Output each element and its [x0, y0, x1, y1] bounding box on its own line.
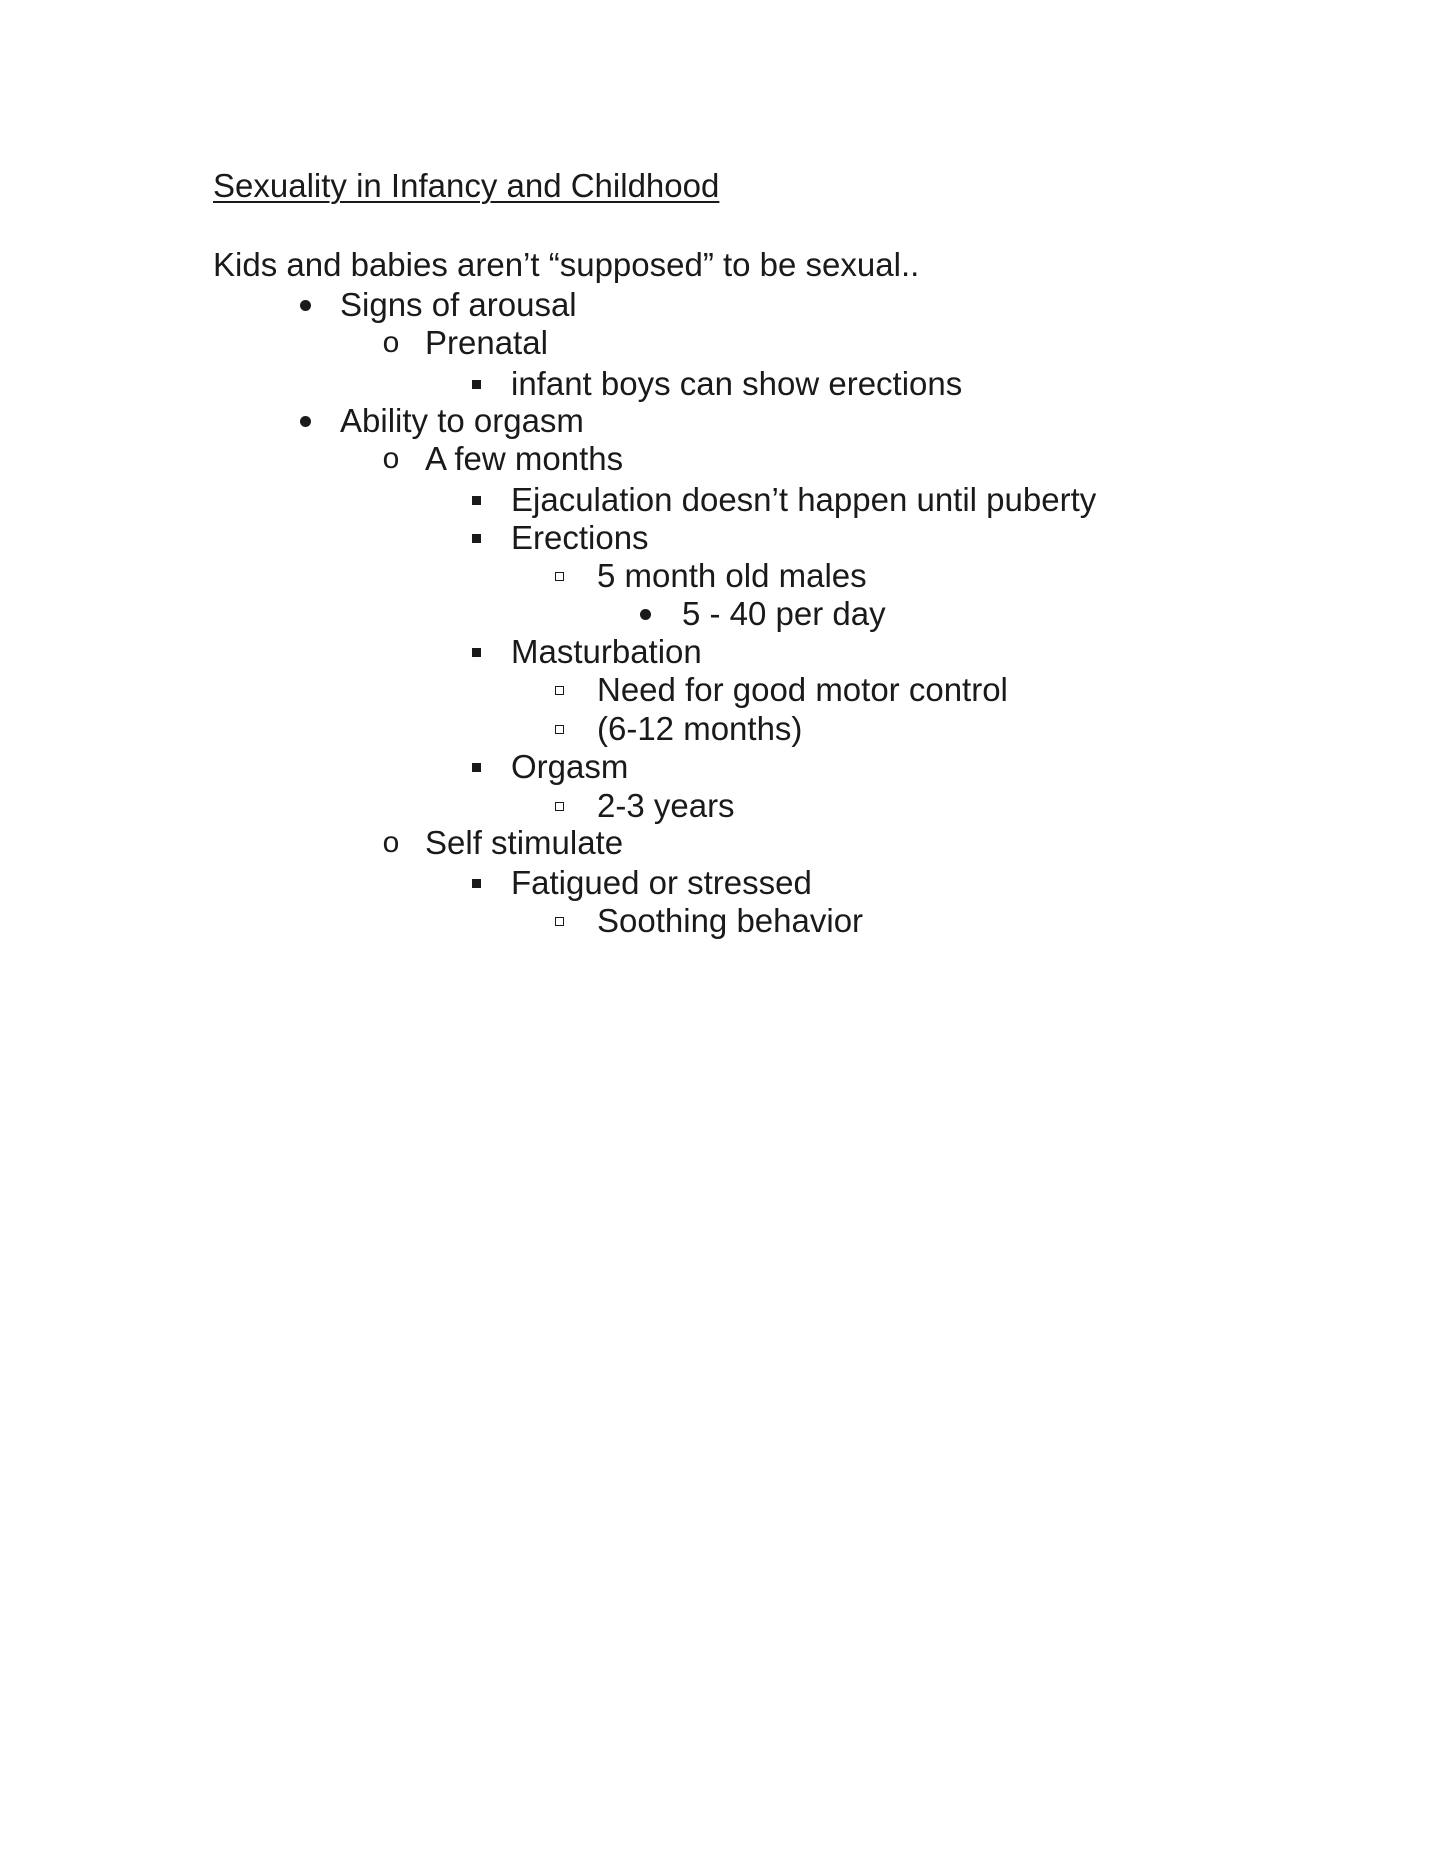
outline-item-level-4 — [0, 671, 1456, 709]
outline-item-text: Prenatal — [425, 324, 548, 361]
outline-item-level-1 — [0, 402, 1456, 440]
outline-item-level-1 — [0, 286, 1456, 324]
outline-item-text: Self stimulate — [425, 824, 624, 861]
outline-item-level-3 — [0, 864, 1456, 902]
bullet-hollow-square-icon — [549, 787, 569, 825]
outline-item-text: Orgasm — [511, 748, 629, 785]
outline-item-level-2 — [0, 324, 1456, 362]
bullet-square-icon — [466, 748, 486, 786]
bullet-dot-icon — [295, 402, 315, 440]
outline-item-level-3 — [0, 633, 1456, 671]
outline-item-level-3 — [0, 481, 1456, 519]
outline-item-text: Ability to orgasm — [340, 402, 584, 439]
outline-item-level-4 — [0, 787, 1456, 825]
intro-paragraph: Kids and babies aren’t “supposed” to be sexual.. — [213, 246, 920, 283]
outline-item-text: Masturbation — [511, 633, 702, 670]
outline-item-text: Need for good motor control — [597, 671, 1008, 708]
bullet-hollow-square-icon — [549, 710, 569, 748]
bullet-hollow-square-icon — [549, 902, 569, 940]
outline-item-text: (6-12 months) — [597, 710, 803, 747]
outline-item-level-3 — [0, 365, 1456, 403]
bullet-o-icon: o — [382, 826, 400, 859]
bullet-dot-icon — [635, 595, 655, 633]
outline-item-text: infant boys can show erections — [511, 365, 963, 402]
bullet-o-icon: o — [382, 442, 400, 475]
bullet-hollow-square-icon — [549, 671, 569, 709]
outline-item-text: Erections — [511, 519, 649, 556]
outline-item-level-2 — [0, 440, 1456, 478]
outline-item-level-3 — [0, 748, 1456, 786]
document-title: Sexuality in Infancy and Childhood — [213, 167, 720, 204]
bullet-o-icon: o — [382, 326, 400, 359]
outline-item-text: A few months — [425, 440, 624, 477]
bullet-square-icon — [466, 633, 486, 671]
bullet-dot-icon — [295, 286, 315, 324]
bullet-square-icon — [466, 519, 486, 557]
bullet-hollow-square-icon — [549, 557, 569, 595]
outline-item-text: Ejaculation doesn’t happen until puberty — [511, 481, 1097, 518]
outline-item-level-5 — [0, 595, 1456, 633]
outline-item-text: 5 - 40 per day — [682, 595, 886, 632]
outline-item-text: 5 month old males — [597, 557, 867, 594]
outline-item-text: 2-3 years — [597, 787, 735, 824]
outline-item-level-2 — [0, 824, 1456, 862]
outline-item-level-3 — [0, 519, 1456, 557]
bullet-square-icon — [466, 481, 486, 519]
outline-item-level-4 — [0, 710, 1456, 748]
outline-item-text: Signs of arousal — [340, 286, 577, 323]
outline-item-text: Soothing behavior — [597, 902, 864, 939]
bullet-square-icon — [466, 864, 486, 902]
outline-item-text: Fatigued or stressed — [511, 864, 812, 901]
bullet-square-icon — [466, 365, 486, 403]
outline-item-level-4 — [0, 557, 1456, 595]
outline-item-level-4 — [0, 902, 1456, 940]
